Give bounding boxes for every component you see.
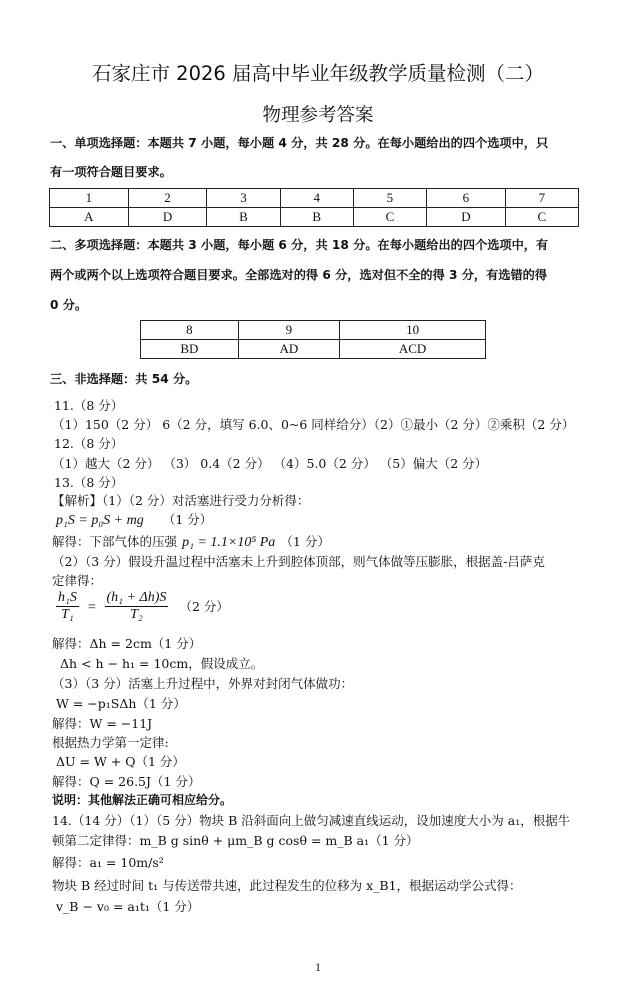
q14-line3: 解得：a₁ = 10m/s²	[52, 855, 164, 870]
table-cell: A	[50, 208, 129, 227]
q12-title: 12.（8 分）	[54, 436, 124, 451]
fraction-right	[105, 590, 169, 623]
q13-part2-line1: （2）（3 分）假设升温过程中活塞未上升到腔体顶部，则气体做等压膨胀，根据盖-吕萨克	[52, 554, 545, 569]
q13-part2-line2: 定律得：	[52, 573, 103, 588]
table-cell: 9	[238, 321, 339, 340]
table-cell: D	[128, 208, 207, 227]
q13-title: 13.（8 分）	[54, 475, 124, 490]
section1-heading-line2: 有一项符合题目要求。	[50, 165, 172, 179]
fraction-denominator: T₂	[130, 607, 143, 622]
table-cell: 7	[505, 189, 578, 208]
q13-equation-1-row	[56, 509, 212, 529]
page-title: 石家庄市 2026 届高中毕业年级教学质量检测（二）	[91, 62, 545, 85]
q13-equation-1: p₁S = p₀S + mg	[56, 513, 144, 528]
q13-pressure-score: （1 分）	[280, 534, 330, 549]
q14-line4: 物块 B 经过时间 t₁ 与传送带共速，此过程发生的位移为 x_B1，根据运动学公式得：	[52, 878, 522, 893]
table-cell: D	[427, 208, 506, 227]
q13-equation-1-score: （1 分）	[162, 512, 213, 527]
q11-answer: （1）150（2 分） 6（2 分，填写 6.0、0~6 同样给分）（2）①最小（2 分）②乘积（2 分）	[52, 417, 575, 432]
section1-heading-line1: 一、单项选择题：本题共 7 小题，每小题 4 分，共 28 分。在每小题给出的四个选项中，只	[50, 136, 549, 150]
table-cell: C	[505, 208, 578, 227]
fraction-left	[56, 590, 79, 623]
grading-note: 说明：其他解法正确可相应给分。	[52, 793, 233, 807]
q13-first-law-eq: ΔU = W + Q（1 分）	[56, 754, 185, 769]
q13-work-eq: W = −p₁SΔh（1 分）	[56, 696, 186, 711]
q14-line1: 14.（14 分）（1）（5 分）物块 B 沿斜面向上做匀减速直线运动，设加速度大小为 a₁，根据牛	[52, 813, 571, 828]
q13-work-result: 解得：W = −11J	[52, 716, 153, 731]
fraction-numerator: h₁S	[58, 590, 77, 605]
multiple-choice-table	[140, 320, 486, 359]
table-row	[50, 208, 579, 227]
fraction-numerator: (h₁ + Δh)S	[106, 590, 167, 605]
table-cell: BD	[141, 340, 239, 359]
q13-heat-result: 解得：Q = 26.5J（1 分）	[52, 774, 201, 789]
page-subtitle: 物理参考答案	[262, 105, 374, 126]
section2-heading-line3: 0 分。	[50, 298, 88, 312]
section2-heading-line2: 两个或两个以上选项符合题目要求。全部选对的得 6 分，选对但不全的得 3 分，有选错的得	[50, 268, 548, 282]
table-cell: 2	[128, 189, 207, 208]
table-cell: B	[207, 208, 280, 227]
q14-line2: 顿第二定律得：m_B g sinθ + μm_B g cosθ = m_B a₁（1 分）	[52, 833, 419, 848]
table-cell: 10	[340, 321, 486, 340]
section3-heading: 三、非选择题：共 54 分。	[50, 372, 198, 386]
equals-sign: =	[86, 600, 97, 615]
q13-fraction-score: （2 分）	[179, 599, 229, 614]
table-cell: C	[353, 208, 426, 227]
table-cell: 8	[141, 321, 239, 340]
table-header-row	[141, 321, 486, 340]
table-cell: 4	[280, 189, 353, 208]
q11-title: 11.（8 分）	[54, 398, 124, 413]
q13-gay-lussac-equation	[56, 590, 229, 623]
table-cell: B	[280, 208, 353, 227]
q12-answer: （1）越大（2 分） （3） 0.4（2 分） （4）5.0（2 分） （5）偏大（2 分）	[52, 456, 488, 471]
q13-analysis-line: 【解析】（1）（2 分）对活塞进行受力分析得：	[52, 493, 310, 508]
table-cell: 3	[207, 189, 280, 208]
table-header-row	[50, 189, 579, 208]
q13-pressure-row	[52, 531, 330, 551]
table-cell: 1	[50, 189, 129, 208]
q14-line5: v_B − v₀ = a₁t₁（1 分）	[56, 899, 200, 914]
q13-pressure-label: 解得：下部气体的压强	[52, 534, 178, 549]
table-cell: AD	[238, 340, 339, 359]
q13-first-law-label: 根据热力学第一定律:	[52, 735, 169, 750]
section2-heading-line1: 二、多项选择题：本题共 3 小题，每小题 6 分，共 18 分。在每小题给出的四个选项中，有	[50, 238, 549, 252]
table-cell: 6	[427, 189, 506, 208]
q13-pressure-value: p₁ = 1.1×10⁵ Pa	[182, 535, 276, 550]
q13-part3-line: （3）（3 分）活塞上升过程中，外界对封闭气体做功：	[52, 676, 354, 691]
fraction-denominator: T₁	[61, 607, 74, 622]
table-cell: ACD	[340, 340, 486, 359]
table-cell: 5	[353, 189, 426, 208]
q13-solve-dh: 解得：Δh = 2cm（1 分）	[52, 636, 202, 651]
table-row	[141, 340, 486, 359]
single-choice-table	[49, 188, 579, 227]
page-number: 1	[315, 960, 321, 974]
q13-check-assumption: Δh < h − h₁ = 10cm，假设成立。	[60, 656, 264, 671]
